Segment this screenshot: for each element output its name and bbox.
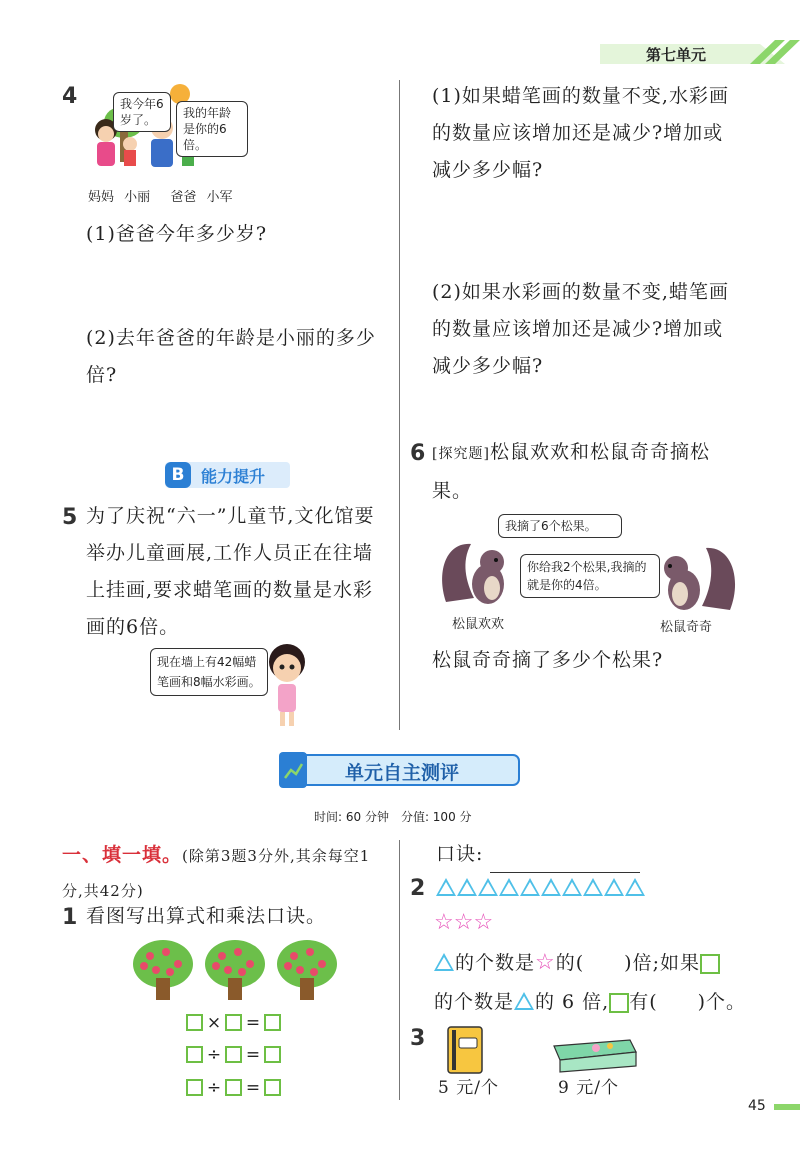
q4-name-labels <box>88 186 248 205</box>
square-icon <box>609 993 629 1013</box>
column-divider-bottom <box>399 840 400 1100</box>
divide-sign: ÷ <box>206 1077 222 1098</box>
question-number-1: 1 <box>62 905 78 930</box>
q2-line2-c: 有( )个。 <box>629 991 747 1013</box>
q6-name-qiqi: 松鼠奇奇 <box>660 620 713 635</box>
girl-illustration <box>262 640 312 730</box>
triangle-icon <box>583 878 603 896</box>
squirrel-huanhuan-image <box>436 532 516 608</box>
q2-line1-a: 的个数是 <box>455 952 536 974</box>
tree-3 <box>277 940 337 1000</box>
section-b-banner <box>165 462 290 488</box>
q2-line2-a: 的个数是 <box>434 991 515 1013</box>
squirrel-huanhuan <box>436 532 516 608</box>
q5-speech-bubble: 现在墙上有42幅蜡笔画和8幅水彩画。 <box>150 648 268 696</box>
q1-text: 看图写出算式和乘法口诀。 <box>86 905 327 927</box>
koujue-line <box>436 836 640 873</box>
column-divider-top <box>399 80 400 730</box>
pencil-box-illustration <box>550 1034 640 1074</box>
header-band <box>600 40 800 68</box>
question-number-3: 3 <box>410 1026 426 1051</box>
price-notebook: 5 元/个 <box>438 1078 499 1098</box>
name-baba: 爸爸 <box>170 190 197 205</box>
triangle-icon <box>499 878 519 896</box>
times-sign: × <box>206 1012 222 1033</box>
q6-question: 松鼠奇奇摘了多少个松果? <box>432 649 664 671</box>
q6-text-block <box>432 434 747 510</box>
apple-trees-image <box>130 938 340 1002</box>
triangle-icon <box>604 878 624 896</box>
triangle-icon <box>562 878 582 896</box>
q6-speech-bubble-1: 我摘了6个松果。 <box>498 514 622 538</box>
star-icon: ☆ <box>453 910 474 935</box>
q2-line-2 <box>434 984 746 1021</box>
section-b-letter: B <box>165 462 191 488</box>
triangle-icon <box>478 878 498 896</box>
squirrel-qiqi-image <box>650 540 740 614</box>
test-title: 单元自主测评 <box>345 762 460 784</box>
q2-line1-b: 的( )倍;如果 <box>555 952 700 974</box>
koujue-label: 口诀: <box>436 843 484 865</box>
koujue-blank[interactable] <box>490 852 640 873</box>
tree-2 <box>205 940 265 1000</box>
notebook-image <box>446 1026 486 1076</box>
answer-box[interactable] <box>264 1014 281 1031</box>
question-number-2: 2 <box>410 876 426 901</box>
q4-part-1: (1)爸爸今年多少岁? <box>86 223 268 245</box>
q6-tag: [探究题] <box>432 446 490 462</box>
name-xiaoli: 小丽 <box>124 190 151 205</box>
equation-row-1 <box>186 1012 281 1034</box>
q6-text: 松鼠欢欢和松鼠奇奇摘松果。 <box>432 441 710 502</box>
price-pencil-box: 9 元/个 <box>558 1078 619 1098</box>
notebook-illustration <box>446 1026 486 1076</box>
triangle-row <box>436 878 646 900</box>
footer-bar <box>774 1104 800 1110</box>
q6-name-huanhuan: 松鼠欢欢 <box>452 617 505 632</box>
answer-box[interactable] <box>264 1046 281 1063</box>
answer-box[interactable] <box>264 1079 281 1096</box>
test-banner <box>277 752 522 788</box>
star-icon: ☆ <box>434 910 454 935</box>
divide-sign: ÷ <box>206 1044 222 1065</box>
triangle-icon <box>541 878 561 896</box>
name-mama: 妈妈 <box>88 190 115 205</box>
page-number: 45 <box>748 1098 766 1114</box>
q2-line-1 <box>434 945 720 982</box>
question-number-6: 6 <box>410 441 426 466</box>
apple-trees <box>130 938 340 1002</box>
question-number-5: 5 <box>62 505 78 530</box>
triangle-icon <box>434 953 454 971</box>
triangle-icon <box>514 992 534 1010</box>
answer-box[interactable] <box>225 1046 242 1063</box>
girl-image <box>262 640 312 730</box>
equals-sign: = <box>245 1044 261 1065</box>
section-b-title: 能力提升 <box>201 467 266 486</box>
star-icon: ☆ <box>535 950 556 975</box>
unit-tag: 第七单元 <box>646 46 707 64</box>
star-icon: ☆ <box>473 910 494 935</box>
part1-title: 一、填一填。 <box>62 844 183 866</box>
triangle-icon <box>625 878 645 896</box>
test-meta: 时间: 60 分钟 分值: 100 分 <box>314 810 472 824</box>
triangle-icon <box>436 878 456 896</box>
q4-part-2: (2)去年爸爸的年龄是小丽的多少倍? <box>86 327 376 386</box>
q6-speech-bubble-2: 你给我2个松果,我摘的就是你的4倍。 <box>520 554 660 598</box>
equation-row-3 <box>186 1077 281 1099</box>
pencil-box-image <box>550 1034 640 1074</box>
part1-note: (除第3题3分外,其余每空1分,共42分) <box>62 847 371 900</box>
answer-box[interactable] <box>186 1046 203 1063</box>
tree-1 <box>133 940 193 1000</box>
triangle-icon <box>457 878 477 896</box>
q2-line2-b: 的 6 倍, <box>535 991 610 1013</box>
q4-speech-bubble-1: 我今年6岁了。 <box>113 92 171 132</box>
question-number-4: 4 <box>62 84 78 109</box>
answer-box[interactable] <box>186 1079 203 1096</box>
answer-box[interactable] <box>225 1014 242 1031</box>
squirrel-qiqi <box>650 540 740 614</box>
triangle-icon <box>520 878 540 896</box>
name-xiaojun: 小军 <box>206 190 233 205</box>
q5-text: 为了庆祝“六一”儿童节,文化馆要举办儿童画展,工作人员正在往墙上挂画,要求蜡笔画的数量是水彩画的6倍。 <box>86 505 375 638</box>
square-icon <box>700 954 720 974</box>
equation-row-2 <box>186 1044 281 1066</box>
equals-sign: = <box>245 1077 261 1098</box>
q5-part-1: (1)如果蜡笔画的数量不变,水彩画的数量应该增加还是减少?增加或减少多少幅? <box>432 85 729 181</box>
equals-sign: = <box>245 1012 261 1033</box>
star-row <box>434 912 493 934</box>
answer-box[interactable] <box>225 1079 242 1096</box>
answer-box[interactable] <box>186 1014 203 1031</box>
q4-speech-bubble-2: 我的年龄是你的6倍。 <box>176 101 248 157</box>
q5-part-2: (2)如果水彩画的数量不变,蜡笔画的数量应该增加还是减少?增加或减少多少幅? <box>432 281 729 377</box>
